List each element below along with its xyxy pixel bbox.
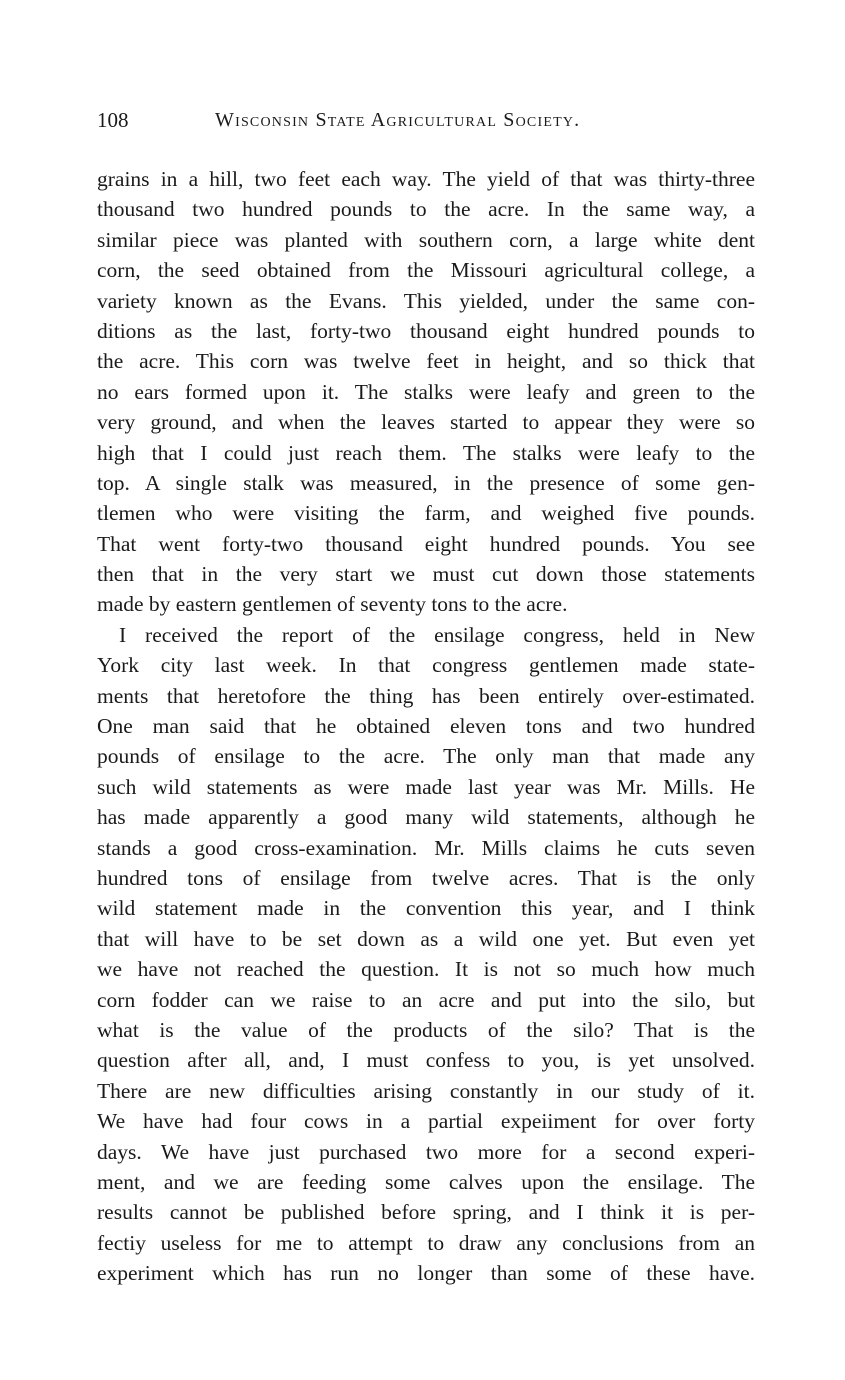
running-title: Wisconsin State Agricultural Society. — [215, 109, 581, 131]
text-line: the acre. This corn was twelve feet in height, and so thick that — [97, 349, 755, 374]
text-line: what is the value of the products of the silo? That is the — [97, 1017, 755, 1042]
body-text — [97, 164, 755, 1288]
text-line: we have not reached the question. It is not so much how much — [97, 957, 755, 982]
text-line: that will have to be set down as a wild one yet. But even yet — [97, 926, 755, 951]
text-line: then that in the very start we must cut down those statements — [97, 562, 755, 587]
text-line: variety known as the Evans. This yielded, under the same con- — [97, 288, 755, 313]
text-line: wild statement made in the convention this year, and I think — [97, 896, 755, 921]
text-line: ditions as the last, forty-two thousand eight hundred pounds to — [97, 318, 755, 343]
text-line: That went forty-two thousand eight hundred pounds. You see — [97, 531, 755, 556]
text-line: We have had four cows in a partial expeiiment for over forty — [97, 1109, 755, 1134]
text-line: such wild statements as were made last year was Mr. Mills. He — [97, 774, 755, 799]
text-line: York city last week. In that congress gentlemen made state- — [97, 653, 755, 678]
text-line: has made apparently a good many wild statements, although he — [97, 805, 755, 830]
text-line: I received the report of the ensilage congress, held in New — [119, 622, 755, 647]
text-line: corn, the seed obtained from the Missouri agricultural college, a — [97, 258, 755, 283]
text-line: fectiy useless for me to attempt to draw any conclusions from an — [97, 1230, 755, 1255]
text-line: stands a good cross-examination. Mr. Mills claims he cuts seven — [97, 835, 755, 860]
text-line: ments that heretofore the thing has been entirely over-estimated. — [97, 683, 755, 708]
text-line: top. A single stalk was measured, in the presence of some gen- — [97, 470, 755, 495]
text-line: There are new difficulties arising constantly in our study of it. — [97, 1078, 755, 1103]
text-line: results cannot be published before spring, and I think it is per- — [97, 1200, 755, 1225]
text-line: days. We have just purchased two more for a second experi- — [97, 1139, 755, 1164]
text-line: thousand two hundred pounds to the acre. In the same way, a — [97, 197, 755, 222]
paragraph — [97, 620, 755, 1289]
page-number: 108 — [97, 108, 129, 132]
paragraph — [97, 164, 755, 620]
text-line: made by eastern gentlemen of seventy tons to the acre. — [97, 592, 568, 617]
text-line: no ears formed upon it. The stalks were leafy and green to the — [97, 379, 755, 404]
text-line: similar piece was planted with southern corn, a large white dent — [97, 227, 755, 252]
text-line: hundred tons of ensilage from twelve acres. That is the only — [97, 865, 755, 890]
text-line: ment, and we are feeding some calves upon the ensilage. The — [97, 1169, 755, 1194]
text-line: very ground, and when the leaves started to appear they were so — [97, 410, 755, 435]
text-line: question after all, and, I must confess to you, is yet unsolved. — [97, 1048, 755, 1073]
text-line: grains in a hill, two feet each way. The yield of that was thirty-three — [97, 167, 755, 191]
text-line: pounds of ensilage to the acre. The only man that made any — [97, 744, 755, 769]
text-line: One man said that he obtained eleven tons and two hundred — [97, 714, 755, 739]
running-head — [97, 104, 755, 136]
text-line: tlemen who were visiting the farm, and weighed five pounds. — [97, 501, 755, 526]
text-line: high that I could just reach them. The stalks were leafy to the — [97, 440, 755, 465]
text-line: experiment which has run no longer than some of these have. — [97, 1261, 755, 1286]
text-line: corn fodder can we raise to an acre and put into the silo, but — [97, 987, 755, 1012]
